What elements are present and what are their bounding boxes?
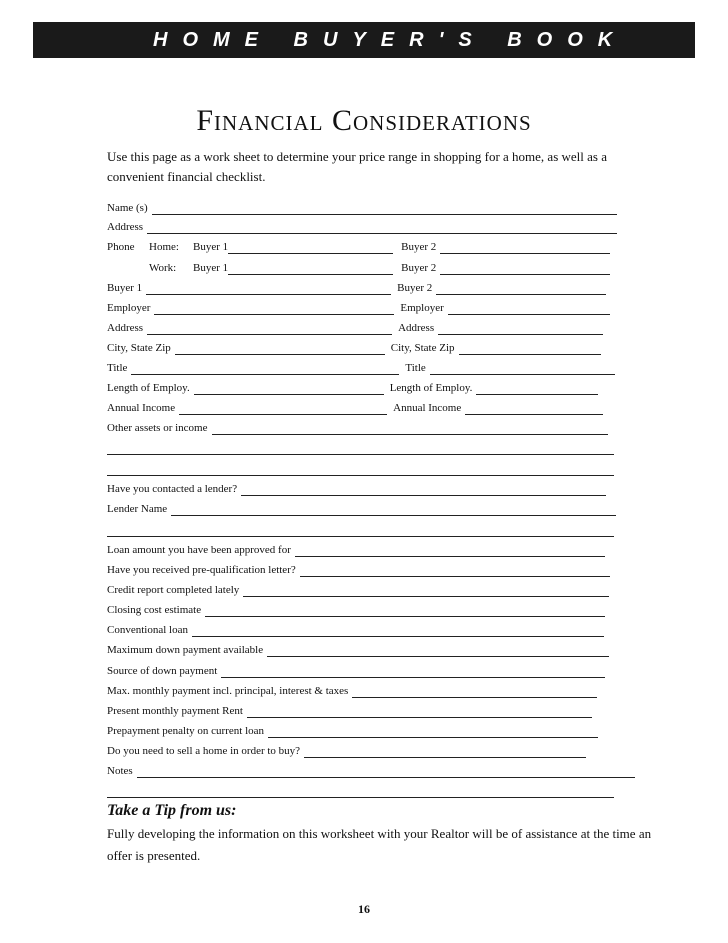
lender-name-row bbox=[107, 502, 616, 516]
address1-label: Address bbox=[107, 322, 144, 334]
employer2-field[interactable] bbox=[448, 303, 610, 315]
income2-label: Annual Income bbox=[393, 402, 462, 414]
prepayment-label: Prepayment penalty on current loan bbox=[107, 725, 265, 737]
buyer1-name-field[interactable] bbox=[146, 283, 391, 295]
length1-label: Length of Employ. bbox=[107, 382, 190, 394]
title-row bbox=[107, 361, 615, 375]
home-label: Home: bbox=[149, 241, 179, 253]
buyer1-home-phone-field[interactable] bbox=[228, 242, 393, 254]
length-row bbox=[107, 381, 598, 395]
employer-row bbox=[107, 301, 610, 315]
header-bar bbox=[33, 22, 695, 58]
work-label: Work: bbox=[149, 262, 177, 274]
header-title: HOME BUYER'S BOOK bbox=[153, 28, 628, 51]
prequal-field[interactable] bbox=[300, 565, 610, 577]
page-number: 16 bbox=[358, 902, 370, 916]
buyer2-work-label: Buyer 2 bbox=[401, 262, 437, 274]
city1-field[interactable] bbox=[175, 343, 385, 355]
phone-label: Phone bbox=[107, 241, 135, 253]
buyer1-label: Buyer 1 bbox=[107, 282, 143, 294]
lender-name-line-2[interactable] bbox=[107, 525, 614, 537]
buyer2-home-phone-field[interactable] bbox=[440, 242, 610, 254]
sell-home-label: Do you need to sell a home in order to buy? bbox=[107, 745, 301, 757]
other-assets-line-2[interactable] bbox=[107, 443, 614, 455]
tip-body: Fully developing the information on this worksheet with your Realtor will be of assistance at the time an offer is presented. bbox=[107, 826, 652, 863]
buyer1-work-phone-field[interactable] bbox=[228, 263, 393, 275]
title2-field[interactable] bbox=[430, 363, 615, 375]
work-address-row bbox=[107, 321, 603, 335]
max-down-row bbox=[107, 643, 609, 657]
title1-label: Title bbox=[107, 362, 128, 374]
address1-field[interactable] bbox=[147, 323, 392, 335]
max-down-label: Maximum down payment available bbox=[107, 644, 264, 656]
city1-label: City, State Zip bbox=[107, 342, 171, 354]
address-row bbox=[107, 220, 617, 234]
prequal-row bbox=[107, 563, 610, 577]
conventional-loan-field[interactable] bbox=[192, 625, 604, 637]
notes-line-2[interactable] bbox=[107, 786, 614, 798]
prequal-label: Have you received pre-qualification letter? bbox=[107, 564, 296, 576]
max-monthly-field[interactable] bbox=[352, 686, 597, 698]
buyer2-label: Buyer 2 bbox=[397, 282, 433, 294]
credit-report-label: Credit report completed lately bbox=[107, 584, 240, 596]
closing-cost-row bbox=[107, 603, 605, 617]
city-row bbox=[107, 341, 601, 355]
sell-home-row bbox=[107, 744, 586, 758]
phone-work-row bbox=[107, 261, 610, 275]
buyer2-name-field[interactable] bbox=[436, 283, 606, 295]
contacted-lender-field[interactable] bbox=[241, 484, 606, 496]
income2-field[interactable] bbox=[465, 403, 603, 415]
blank-row bbox=[107, 784, 614, 798]
city2-field[interactable] bbox=[459, 343, 601, 355]
buyer1-work-label: Buyer 1 bbox=[193, 262, 229, 274]
buyer2-home-label: Buyer 2 bbox=[401, 241, 437, 253]
name-field[interactable] bbox=[152, 203, 617, 215]
prepayment-field[interactable] bbox=[268, 726, 598, 738]
length1-field[interactable] bbox=[194, 383, 384, 395]
phone-home-row bbox=[107, 240, 610, 254]
source-down-label: Source of down payment bbox=[107, 665, 218, 677]
prepayment-row bbox=[107, 724, 598, 738]
lender-name-field[interactable] bbox=[171, 504, 616, 516]
other-assets-label: Other assets or income bbox=[107, 422, 208, 434]
source-down-field[interactable] bbox=[221, 666, 605, 678]
employer1-label: Employer bbox=[107, 302, 151, 314]
present-rent-label: Present monthly payment Rent bbox=[107, 705, 243, 717]
blank-row bbox=[107, 441, 614, 455]
other-assets-row bbox=[107, 421, 608, 435]
conventional-loan-label: Conventional loan bbox=[107, 624, 188, 636]
contacted-lender-label: Have you contacted a lender? bbox=[107, 483, 238, 495]
closing-cost-label: Closing cost estimate bbox=[107, 604, 202, 616]
buyer2-work-phone-field[interactable] bbox=[440, 263, 610, 275]
blank-row bbox=[107, 523, 614, 537]
max-down-field[interactable] bbox=[267, 645, 609, 657]
loan-amount-field[interactable] bbox=[295, 545, 605, 557]
title1-field[interactable] bbox=[131, 363, 399, 375]
address-field[interactable] bbox=[147, 222, 617, 234]
blank-row bbox=[107, 462, 614, 476]
source-down-row bbox=[107, 664, 605, 678]
title2-label: Title bbox=[405, 362, 426, 374]
income-row bbox=[107, 401, 603, 415]
address2-label: Address bbox=[398, 322, 435, 334]
page-title: Financial Considerations bbox=[196, 104, 532, 137]
sell-home-field[interactable] bbox=[304, 746, 586, 758]
notes-row bbox=[107, 764, 635, 778]
employer2-label: Employer bbox=[400, 302, 444, 314]
tip-title: Take a Tip from us: bbox=[107, 802, 237, 819]
length2-label: Length of Employ. bbox=[389, 382, 473, 394]
contacted-lender-row bbox=[107, 482, 606, 496]
buyer-row bbox=[107, 281, 606, 295]
closing-cost-field[interactable] bbox=[205, 605, 605, 617]
loan-amount-row bbox=[107, 543, 605, 557]
income1-field[interactable] bbox=[179, 403, 387, 415]
address2-field[interactable] bbox=[438, 323, 603, 335]
lender-name-label: Lender Name bbox=[107, 503, 168, 515]
name-row bbox=[107, 201, 617, 215]
intro-text: Use this page as a work sheet to determine your price range in shopping for a home, as well as a convenient financial checklist. bbox=[107, 149, 607, 184]
name-label: Name (s) bbox=[107, 202, 148, 214]
credit-report-row bbox=[107, 583, 609, 597]
buyer1-home-label: Buyer 1 bbox=[193, 241, 229, 253]
max-monthly-row bbox=[107, 684, 597, 698]
address-label: Address bbox=[107, 221, 144, 233]
loan-amount-label: Loan amount you have been approved for bbox=[107, 544, 291, 556]
city2-label: City, State Zip bbox=[390, 342, 455, 354]
other-assets-field[interactable] bbox=[212, 423, 608, 435]
employer1-field[interactable] bbox=[154, 303, 394, 315]
notes-field[interactable] bbox=[137, 766, 635, 778]
notes-label: Notes bbox=[107, 765, 133, 777]
max-monthly-label: Max. monthly payment incl. principal, interest & taxes bbox=[107, 685, 349, 697]
conventional-loan-row bbox=[107, 623, 604, 637]
other-assets-line-3[interactable] bbox=[107, 464, 614, 476]
present-rent-row bbox=[107, 704, 592, 718]
present-rent-field[interactable] bbox=[247, 706, 592, 718]
income1-label: Annual Income bbox=[107, 402, 176, 414]
length2-field[interactable] bbox=[476, 383, 598, 395]
credit-report-field[interactable] bbox=[243, 585, 609, 597]
